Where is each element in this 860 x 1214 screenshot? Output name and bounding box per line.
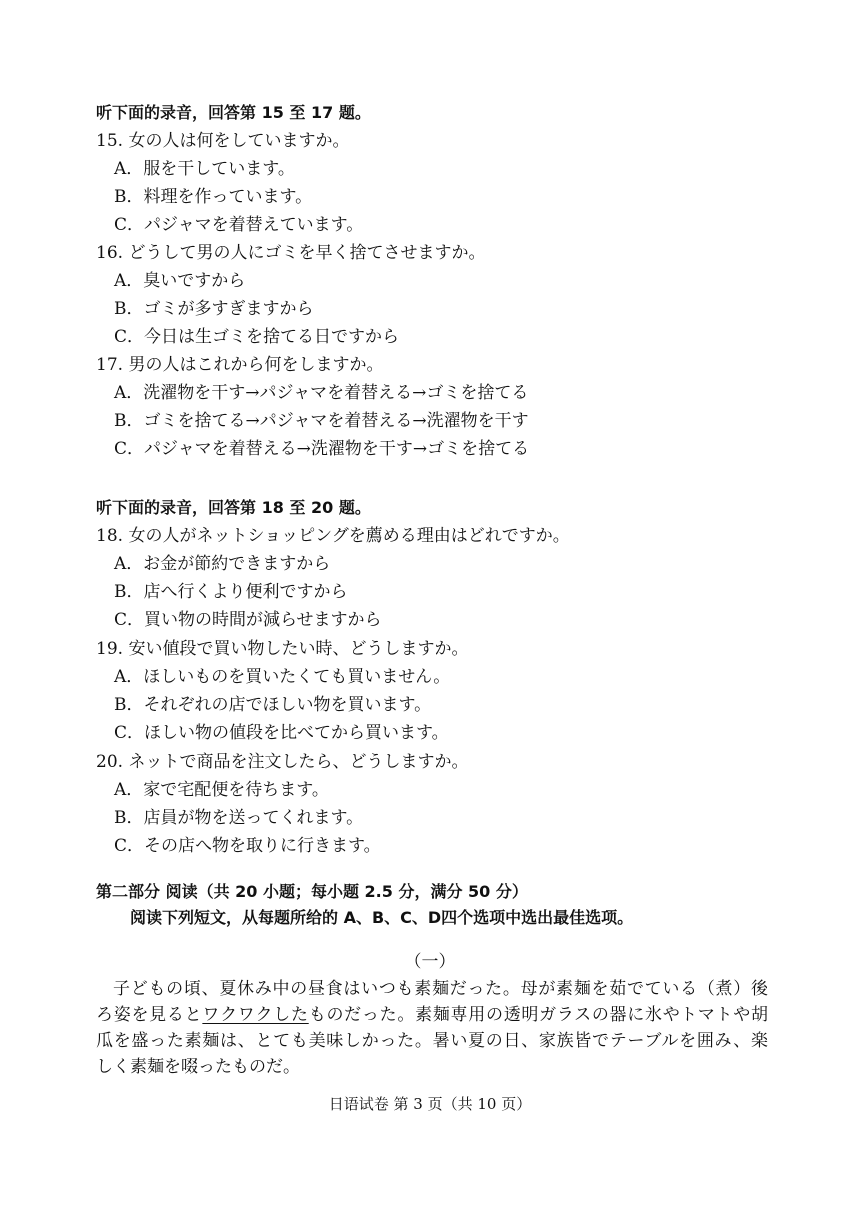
passage-text: ろ姿を見ると — [96, 1005, 203, 1025]
option-a: A．ほしいものを買いたくても買いません。 — [114, 667, 451, 687]
option-a: A．家で宅配便を待ちます。 — [114, 780, 329, 800]
page-footer: 日语试卷 第 3 页（共 10 页） — [328, 1095, 532, 1113]
question-stem: 16. どうして男の人にゴミを早く捨てさせますか。 — [96, 243, 486, 263]
question-stem: 18. 女の人がネットショッピングを薦める理由はどれですか。 — [96, 526, 570, 546]
option-c: C．買い物の時間が減らせますから — [114, 610, 382, 630]
underlined-phrase: ワクワクした — [202, 1005, 309, 1025]
option-b: B．ゴミを捨てる→パジャマを着替える→洗濯物を干す — [114, 411, 529, 431]
option-b: B．店へ行くより便利ですから — [114, 582, 348, 602]
option-a: A．お金が節約できますから — [114, 554, 331, 574]
question-stem: 15. 女の人は何をしていますか。 — [96, 131, 350, 151]
option-c: C．パジャマを着替えています。 — [114, 215, 364, 235]
option-a: A．洗濯物を干す→パジャマを着替える→ゴミを捨てる — [114, 383, 529, 403]
passage-title: （一） — [404, 952, 456, 972]
option-b: B．ゴミが多すぎますから — [114, 299, 314, 319]
option-a: A．臭いですから — [114, 271, 246, 291]
part-instruction: 阅读下列短文，从每题所给的 A、B、C、D四个选项中选出最佳选项。 — [130, 908, 634, 927]
passage-line — [96, 1003, 768, 1027]
passage-text: ものだった。素麺専用の透明ガラスの器に氷やトマトや胡 — [308, 1005, 769, 1025]
question-stem: 20. ネットで商品を注文したら、どうしますか。 — [96, 752, 469, 772]
passage-line: しく素麺を啜ったものだ。 — [96, 1057, 300, 1077]
passage-line: 瓜を盛った素麺は、とても美味しかった。暑い夏の日、家族皆でテーブルを囲み、楽 — [96, 1031, 768, 1051]
option-b: B．それぞれの店でほしい物を買います。 — [114, 695, 432, 715]
question-stem: 17. 男の人はこれから何をしますか。 — [96, 355, 384, 375]
question-stem: 19. 安い値段で買い物したい時、どうしますか。 — [96, 639, 469, 659]
option-c: C．その店へ物を取りに行きます。 — [114, 836, 381, 856]
option-b: B．店員が物を送ってくれます。 — [114, 808, 364, 828]
section-heading: 听下面的录音，回答第 18 至 20 题。 — [96, 498, 371, 517]
option-a: A．服を干しています。 — [114, 159, 295, 179]
option-c: C．ほしい物の値段を比べてから買います。 — [114, 723, 449, 743]
section-heading: 听下面的录音，回答第 15 至 17 题。 — [96, 103, 371, 122]
option-c: C．パジャマを着替える→洗濯物を干す→ゴミを捨てる — [114, 439, 530, 459]
option-c: C．今日は生ゴミを捨てる日ですから — [114, 327, 400, 347]
part-heading: 第二部分 阅读（共 20 小题；每小题 2.5 分，满分 50 分） — [96, 882, 528, 901]
option-b: B．料理を作っています。 — [114, 187, 313, 207]
passage-line: 子どもの頃、夏休み中の昼食はいつも素麺だった。母が素麺を茹でている（煮）後 — [113, 979, 768, 999]
